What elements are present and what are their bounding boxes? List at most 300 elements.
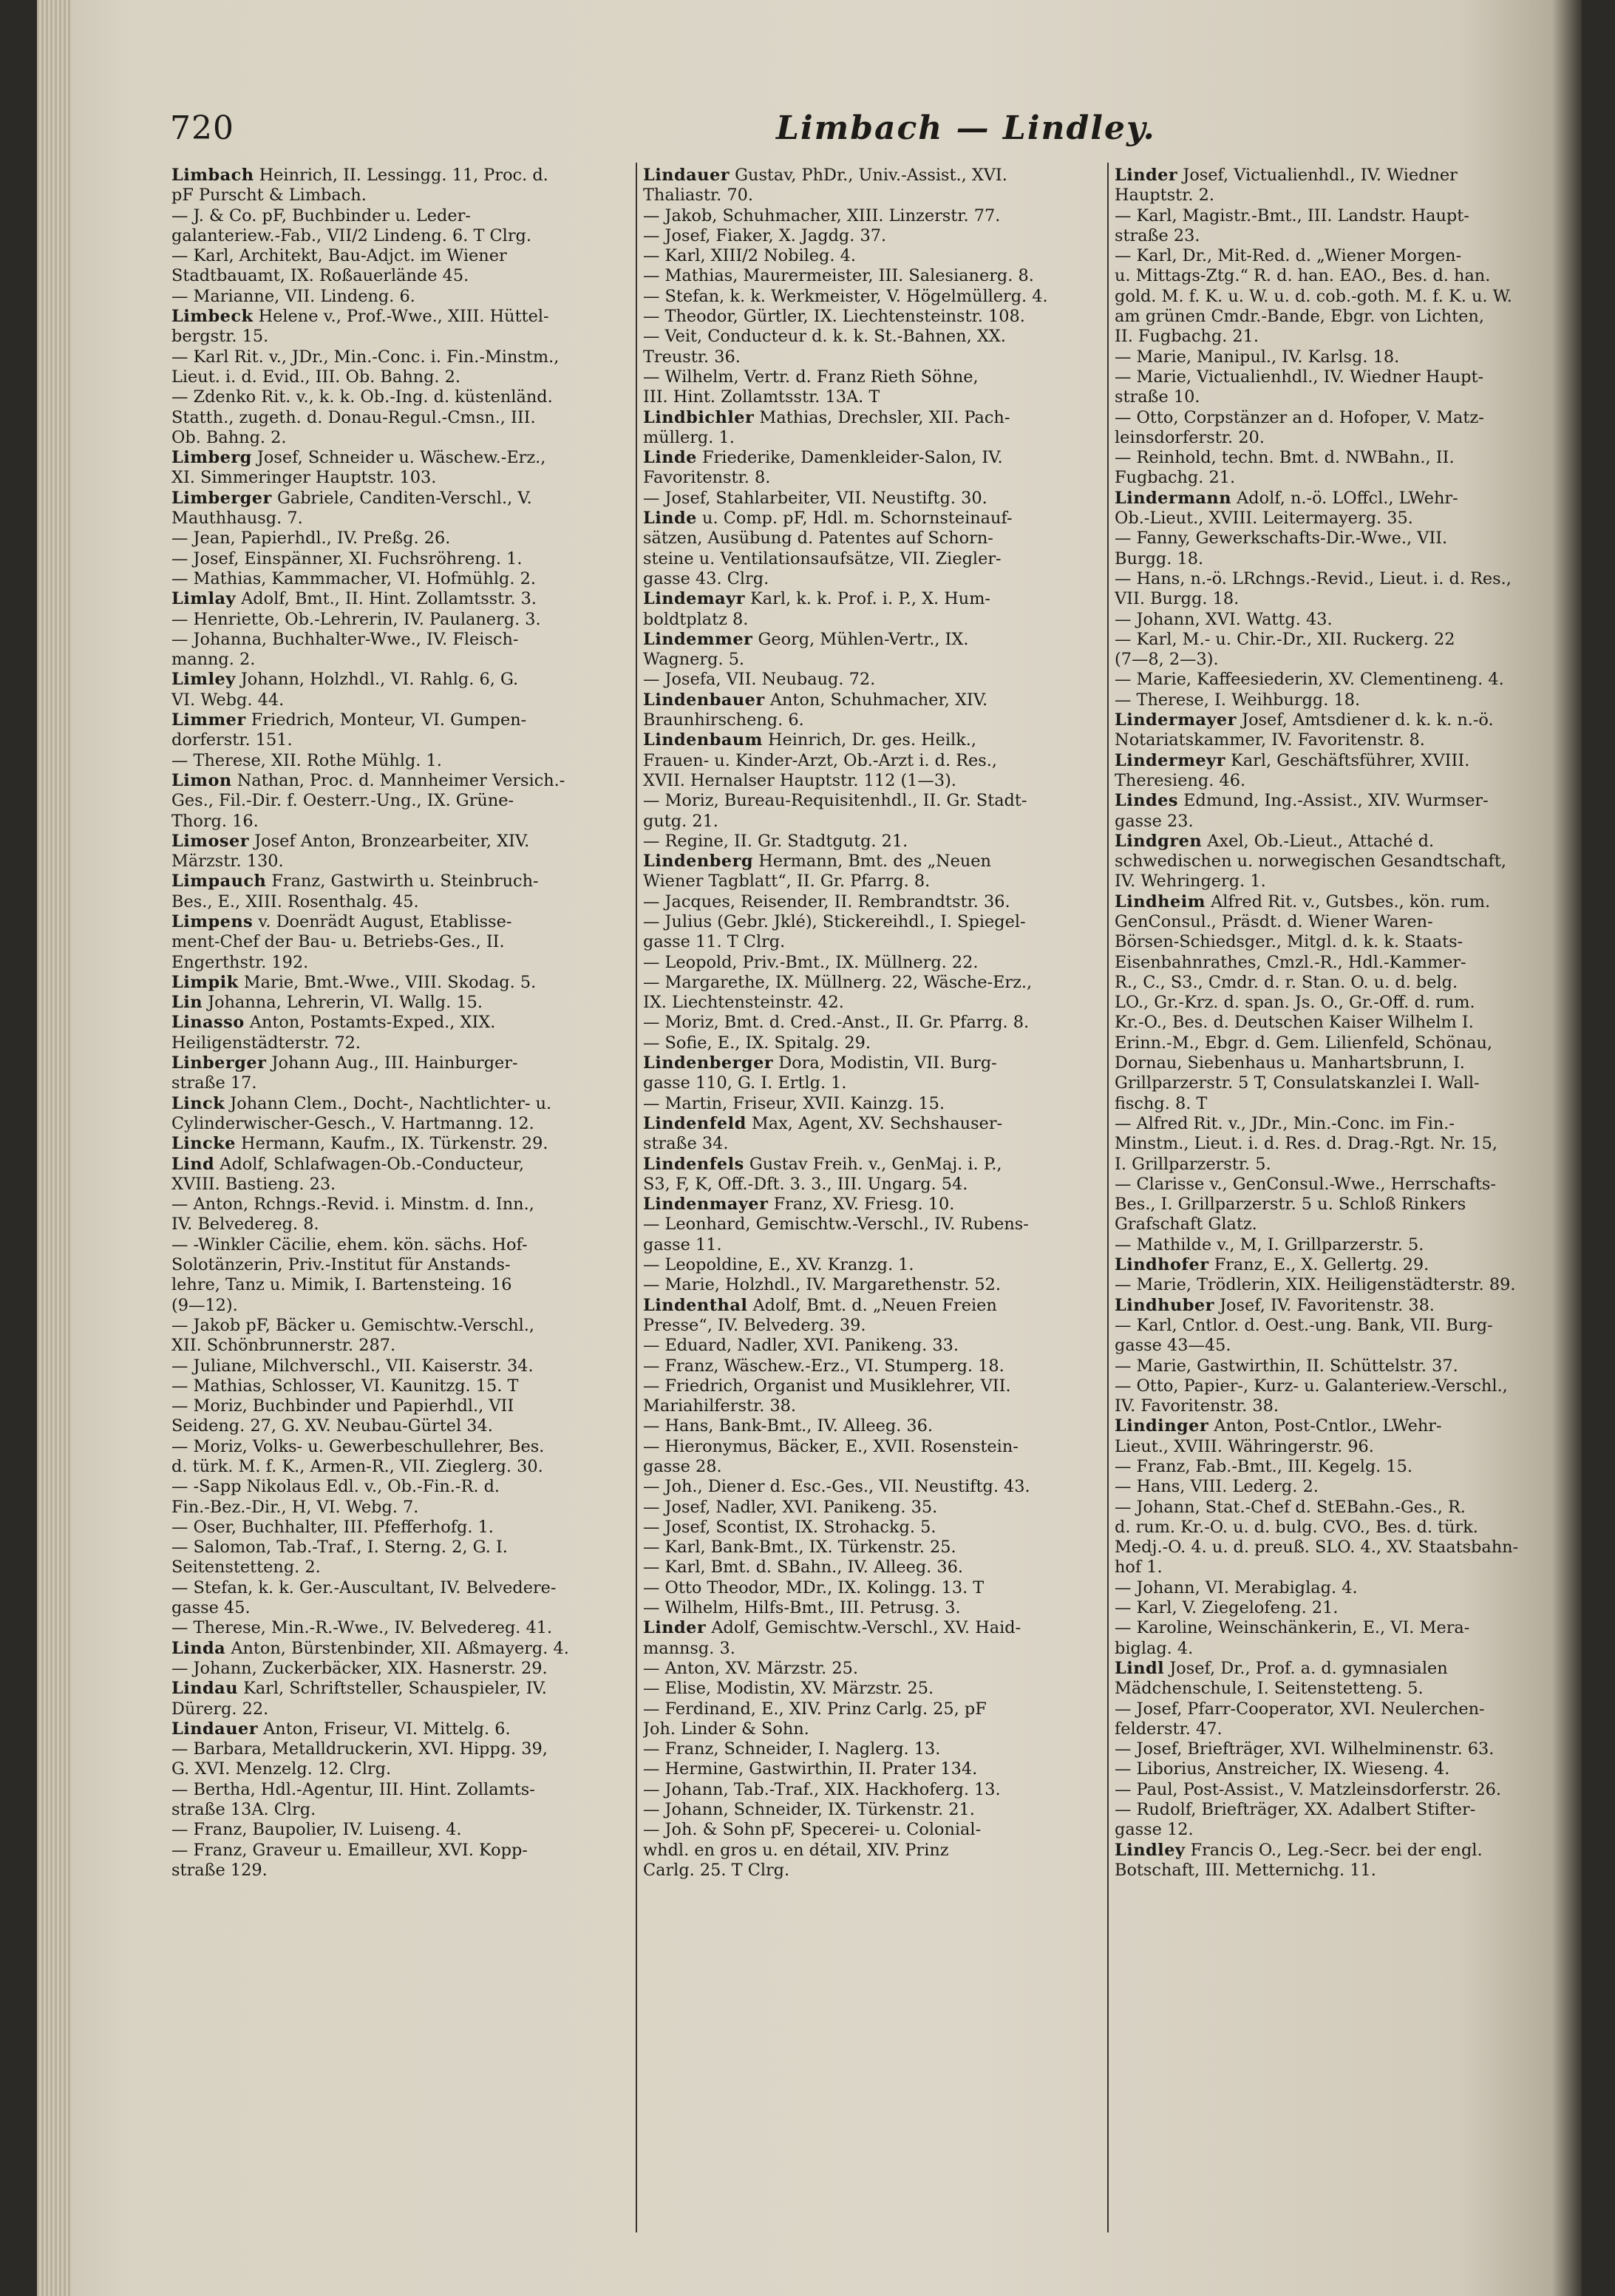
directory-entry-line bbox=[1115, 347, 1573, 367]
entry-text: — Karl, Magistr.-Bmt., III. Landstr. Haupt- bbox=[1115, 206, 1469, 225]
entry-text: Gabriele, Canditen-Verschl., V. bbox=[271, 488, 532, 508]
directory-entry-heading bbox=[643, 166, 1101, 186]
entry-text: — Franz, Schneider, I. Naglerg. 13. bbox=[643, 1739, 941, 1759]
entry-text: Medj.-O. 4. u. d. preuß. SLO. 4., XV. Staatsbahn- bbox=[1115, 1538, 1519, 1558]
entry-text: — Liborius, Anstreicher, IX. Wieseng. 4. bbox=[1115, 1759, 1450, 1779]
directory-entry-heading bbox=[643, 509, 1101, 529]
entry-text: v. Doenrädt August, Etablisse- bbox=[253, 911, 512, 931]
entry-text: Presse“, IV. Belvederg. 39. bbox=[643, 1315, 866, 1335]
directory-entry-line bbox=[171, 650, 630, 670]
directory-entry-line bbox=[171, 1780, 630, 1800]
directory-entry-line bbox=[1115, 509, 1573, 529]
surname: Lindes bbox=[1115, 791, 1179, 811]
directory-entry-line bbox=[643, 287, 1101, 307]
entry-text: Anton, Friseur, VI. Mittelg. 6. bbox=[258, 1719, 511, 1739]
directory-entry-heading bbox=[1115, 791, 1573, 811]
directory-entry-line bbox=[171, 630, 630, 650]
entry-text: Thaliastr. 70. bbox=[643, 186, 753, 206]
directory-entry-line bbox=[1115, 1114, 1573, 1134]
directory-entry-line bbox=[171, 549, 630, 569]
directory-entry-line bbox=[643, 832, 1101, 852]
directory-entry-line bbox=[1115, 1780, 1573, 1800]
entry-text: Notariatskammer, IV. Favoritenstr. 8. bbox=[1115, 730, 1425, 750]
entry-text: IV. Belvedereg. 8. bbox=[171, 1215, 319, 1234]
entry-text: gold. M. f. K. u. W. u. d. cob.-goth. M. f. K. u. W. bbox=[1115, 286, 1512, 306]
entry-text: — Therese, Min.-R.-Wwe., IV. Belvedereg. 41. bbox=[171, 1618, 553, 1638]
entry-text: — Therese, XII. Rothe Mühlg. 1. bbox=[171, 750, 442, 770]
entry-text: galanteriew.-Fab., VII/2 Lindeng. 6. T Clrg. bbox=[171, 225, 531, 245]
directory-entry-line bbox=[1115, 1195, 1573, 1215]
directory-entry-line bbox=[1115, 1598, 1573, 1618]
entry-text: — Karl, XIII/2 Nobileg. 4. bbox=[643, 246, 856, 266]
directory-entry-line bbox=[1115, 549, 1573, 569]
surname: Lindl bbox=[1115, 1658, 1165, 1678]
entry-text: — Karl, V. Ziegelofeng. 21. bbox=[1115, 1598, 1339, 1618]
surname: Limley bbox=[171, 670, 236, 690]
entry-text: Karl, Geschäftsführer, XVIII. bbox=[1225, 750, 1470, 770]
directory-entry-line bbox=[643, 1679, 1101, 1699]
entry-text: — Josef, Briefträger, XVI. Wilhelminenstr. 63. bbox=[1115, 1739, 1495, 1759]
directory-entry-line bbox=[643, 569, 1101, 589]
entry-text: Kr.-O., Bes. d. Deutschen Kaiser Wilhelm I. bbox=[1115, 1013, 1474, 1033]
directory-entry-line bbox=[1115, 812, 1573, 832]
directory-entry-line bbox=[643, 1498, 1101, 1518]
entry-text: gasse 45. bbox=[171, 1598, 251, 1618]
entry-text: — Zdenko Rit. v., k. k. Ob.-Ing. d. küstenländ. bbox=[171, 387, 553, 407]
entry-text: — Elise, Modistin, XV. Märzstr. 25. bbox=[643, 1679, 934, 1699]
entry-text: — Friedrich, Organist und Musiklehrer, VII. bbox=[643, 1376, 1011, 1396]
entry-text: boldtplatz 8. bbox=[643, 609, 749, 629]
directory-entry-line bbox=[1115, 973, 1573, 993]
directory-entry-line bbox=[1115, 1175, 1573, 1195]
surname: Lindhuber bbox=[1115, 1295, 1214, 1315]
surname: Limoser bbox=[171, 831, 250, 851]
directory-entry-line bbox=[643, 1175, 1101, 1195]
directory-entry-line bbox=[1115, 266, 1573, 286]
directory-entry-line bbox=[643, 307, 1101, 327]
directory-entry-line bbox=[1115, 1053, 1573, 1073]
directory-entry-line bbox=[171, 1739, 630, 1759]
surname: Lindenfels bbox=[643, 1154, 744, 1174]
directory-entry-line bbox=[643, 1739, 1101, 1759]
entry-text: Josef Anton, Bronzearbeiter, XIV. bbox=[249, 831, 530, 851]
surname: Linde bbox=[643, 509, 697, 529]
directory-entry-line bbox=[643, 1215, 1101, 1234]
entry-text: — Josef, Einspänner, XI. Fuchsröhreng. 1. bbox=[171, 548, 523, 568]
surname: Lindau bbox=[171, 1679, 238, 1699]
column-left bbox=[171, 166, 630, 1881]
directory-entry-heading bbox=[171, 710, 630, 730]
entry-text: — -Sapp Nikolaus Edl. v., Ob.-Fin.-R. d. bbox=[171, 1477, 500, 1497]
entry-text: S3, F, K, Off.-Dft. 3. 3., III. Ungarg. 54. bbox=[643, 1174, 968, 1194]
entry-text: whdl. en gros u. en détail, XIV. Prinz bbox=[643, 1840, 949, 1860]
directory-entry-line bbox=[643, 1457, 1101, 1477]
entry-text: straße 17. bbox=[171, 1073, 257, 1093]
directory-entry-heading bbox=[171, 307, 630, 327]
directory-entry-line bbox=[171, 953, 630, 973]
entry-text: Johanna, Lehrerin, VI. Wallg. 15. bbox=[203, 993, 483, 1013]
entry-text: Josef, Amtsdiener d. k. k. n.-ö. bbox=[1236, 710, 1494, 730]
directory-entry-line bbox=[171, 1820, 630, 1840]
entry-text: — Mathilde v., M, I. Grillparzerstr. 5. bbox=[1115, 1234, 1424, 1254]
entry-text: Max, Agent, XV. Sechshauser- bbox=[746, 1113, 1003, 1133]
entry-text: — Marie, Kaffeesiederin, XV. Clementineng. 4. bbox=[1115, 670, 1504, 690]
entry-text: Josef, IV. Favoritenstr. 38. bbox=[1214, 1295, 1435, 1315]
directory-entry-line bbox=[1115, 367, 1573, 387]
directory-entry-line bbox=[643, 529, 1101, 548]
surname: Lindermayer bbox=[1115, 710, 1237, 730]
directory-entry-line bbox=[1115, 1578, 1573, 1598]
directory-entry-line bbox=[643, 1134, 1101, 1154]
directory-entry-line bbox=[171, 1437, 630, 1457]
directory-entry-line bbox=[171, 1759, 630, 1779]
directory-entry-line bbox=[643, 791, 1101, 811]
entry-text: — Johann, Stat.-Chef d. StEBahn.-Ges., R. bbox=[1115, 1497, 1466, 1517]
directory-entry-line bbox=[171, 1235, 630, 1255]
directory-entry-line bbox=[643, 993, 1101, 1013]
surname: Lindauer bbox=[643, 166, 730, 185]
directory-entry-heading bbox=[171, 589, 630, 609]
entry-text: Fugbachg. 21. bbox=[1115, 468, 1236, 488]
directory-entry-line bbox=[171, 1296, 630, 1316]
surname: Limpens bbox=[171, 911, 254, 931]
entry-text: felderstr. 47. bbox=[1115, 1719, 1223, 1739]
entry-text: — Marianne, VII. Lindeng. 6. bbox=[171, 286, 415, 306]
surname: Limpik bbox=[171, 972, 239, 992]
entry-text: — Marie, Victualienhdl., IV. Wiedner Haupt- bbox=[1115, 367, 1484, 387]
entry-text: — Johann, Zuckerbäcker, XIX. Hasnerstr. 29. bbox=[171, 1658, 548, 1678]
directory-entry-line bbox=[643, 1013, 1101, 1033]
directory-entry-line bbox=[171, 1518, 630, 1538]
directory-entry-line bbox=[1115, 1033, 1573, 1053]
entry-text: — Franz, Graveur u. Emailleur, XVI. Kopp- bbox=[171, 1840, 528, 1860]
entry-text: Theresieng. 46. bbox=[1115, 770, 1246, 790]
directory-entry-line bbox=[171, 852, 630, 872]
directory-entry-line bbox=[171, 266, 630, 286]
directory-entry-line bbox=[1115, 1275, 1573, 1295]
directory-entry-line bbox=[171, 408, 630, 428]
entry-text: — Wilhelm, Hilfs-Bmt., III. Petrusg. 3. bbox=[643, 1598, 961, 1618]
entry-text: Grillparzerstr. 5 T, Consulatskanzlei I. Wall- bbox=[1115, 1073, 1480, 1093]
directory-entry-line bbox=[1115, 1396, 1573, 1416]
entry-text: — Wilhelm, Vertr. d. Franz Rieth Söhne, bbox=[643, 367, 979, 387]
entry-text: Johann Clem., Docht-, Nachtlichter- u. bbox=[225, 1093, 552, 1113]
entry-text: gasse 43. Clrg. bbox=[643, 568, 769, 588]
directory-entry-line bbox=[1115, 1759, 1573, 1779]
column-rule-left bbox=[636, 163, 637, 2232]
directory-entry-line bbox=[643, 751, 1101, 771]
entry-text: — Marie, Gastwirthin, II. Schüttelstr. 37. bbox=[1115, 1356, 1458, 1376]
directory-entry-line bbox=[1115, 630, 1573, 650]
directory-entry-line bbox=[643, 347, 1101, 367]
entry-text: Franz, E., X. Gellertg. 29. bbox=[1208, 1255, 1429, 1275]
directory-entry-line bbox=[171, 1275, 630, 1295]
entry-text: — Bertha, Hdl.-Agentur, III. Hint. Zollamts- bbox=[171, 1779, 535, 1799]
entry-text: — Mathias, Schlosser, VI. Kaunitzg. 15. T bbox=[171, 1376, 519, 1396]
entry-text: — Hans, VIII. Lederg. 2. bbox=[1115, 1477, 1319, 1497]
directory-entry-line bbox=[1115, 610, 1573, 630]
directory-entry-line bbox=[1115, 1094, 1573, 1114]
directory-entry-line bbox=[171, 1215, 630, 1234]
entry-text: steine u. Ventilationsaufsätze, VII. Ziegler- bbox=[643, 548, 1002, 568]
directory-entry-heading bbox=[643, 852, 1101, 872]
directory-entry-line bbox=[643, 710, 1101, 730]
directory-entry-line bbox=[171, 730, 630, 750]
entry-text: leinsdorferstr. 20. bbox=[1115, 427, 1265, 447]
directory-entry-line bbox=[171, 246, 630, 266]
entry-text: Anton, Bürstenbinder, XII. Aßmayerg. 4. bbox=[225, 1638, 569, 1658]
directory-entry-line bbox=[643, 1033, 1101, 1053]
entry-text: müllerg. 1. bbox=[643, 427, 735, 447]
entry-text: XVII. Hernalser Hauptstr. 112 (1—3). bbox=[643, 770, 956, 790]
directory-entry-line bbox=[643, 1255, 1101, 1275]
surname: Lindenbaum bbox=[643, 730, 763, 750]
entry-text: IV. Favoritenstr. 38. bbox=[1115, 1396, 1279, 1416]
entry-text: — Reinhold, techn. Bmt. d. NWBahn., II. bbox=[1115, 448, 1455, 468]
entry-text: mannsg. 3. bbox=[643, 1638, 735, 1658]
directory-entry-line bbox=[171, 892, 630, 912]
directory-entry-line bbox=[643, 327, 1101, 347]
entry-text: XVIII. Bastieng. 23. bbox=[171, 1174, 336, 1194]
directory-entry-line bbox=[643, 953, 1101, 973]
directory-entry-line bbox=[643, 1538, 1101, 1558]
entry-text: gasse 23. bbox=[1115, 811, 1194, 831]
directory-entry-heading bbox=[643, 589, 1101, 609]
entry-text: Heinrich, Dr. ges. Heilk., bbox=[762, 730, 977, 750]
directory-entry-line bbox=[643, 872, 1101, 891]
entry-text: Adolf, Bmt., II. Hint. Zollamtsstr. 3. bbox=[235, 589, 537, 609]
directory-entry-line bbox=[171, 1336, 630, 1356]
entry-text: gutg. 21. bbox=[643, 811, 718, 831]
surname: Lindgren bbox=[1115, 831, 1203, 851]
directory-entry-line bbox=[643, 186, 1101, 206]
directory-entry-line bbox=[1115, 1215, 1573, 1234]
entry-text: Frauen- u. Kinder-Arzt, Ob.-Arzt i. d. Res., bbox=[643, 750, 998, 770]
directory-entry-line bbox=[643, 1639, 1101, 1659]
entry-text: — Jakob pF, Bäcker u. Gemischtw.-Verschl., bbox=[171, 1315, 535, 1335]
directory-entry-line bbox=[171, 1356, 630, 1376]
directory-entry-line bbox=[171, 1841, 630, 1861]
page-edge bbox=[37, 0, 72, 2296]
entry-text: am grünen Cmdr.-Bande, Ebgr. von Lichten, bbox=[1115, 307, 1484, 327]
directory-entry-line bbox=[171, 1195, 630, 1215]
directory-entry-heading bbox=[171, 993, 630, 1013]
entry-text: — Stefan, k. k. Werkmeister, V. Högelmüllerg. 4. bbox=[643, 286, 1048, 306]
surname: Linberger bbox=[171, 1053, 267, 1073]
entry-text: IV. Wehringerg. 1. bbox=[1115, 872, 1266, 891]
directory-entry-line bbox=[643, 1073, 1101, 1093]
entry-text: — Paul, Post-Assist., V. Matzleinsdorferstr. 26. bbox=[1115, 1779, 1501, 1799]
entry-text: — Johann, VI. Merabiglag. 4. bbox=[1115, 1577, 1358, 1597]
entry-text: Märzstr. 130. bbox=[171, 852, 284, 872]
directory-entry-line bbox=[171, 791, 630, 811]
surname: Lindheim bbox=[1115, 891, 1206, 911]
directory-entry-line bbox=[171, 1073, 630, 1093]
entry-text: — Otto, Corpstänzer an d. Hofoper, V. Matz- bbox=[1115, 407, 1484, 427]
entry-text: — J. & Co. pF, Buchbinder u. Leder- bbox=[171, 206, 471, 225]
directory-entry-heading bbox=[1115, 710, 1573, 730]
entry-text: Botschaft, III. Metternichg. 11. bbox=[1115, 1860, 1376, 1880]
entry-text: — Clarisse v., GenConsul.-Wwe., Herrschafts- bbox=[1115, 1174, 1496, 1194]
directory-entry-heading bbox=[1115, 832, 1573, 852]
entry-text: straße 129. bbox=[171, 1860, 268, 1880]
directory-entry-heading bbox=[643, 630, 1101, 650]
directory-entry-line bbox=[171, 1861, 630, 1881]
entry-text: — Alfred Rit. v., JDr., Min.-Conc. im Fin.- bbox=[1115, 1113, 1455, 1133]
entry-text: Carlg. 25. T Clrg. bbox=[643, 1860, 790, 1880]
entry-text: Nathan, Proc. d. Mannheimer Versich.- bbox=[231, 770, 565, 790]
entry-text: — Margarethe, IX. Müllnerg. 22, Wäsche-Erz., bbox=[643, 972, 1033, 992]
entry-text: — Stefan, k. k. Ger.-Auscultant, IV. Belvedere- bbox=[171, 1577, 557, 1597]
directory-entry-heading bbox=[643, 1195, 1101, 1215]
directory-entry-line bbox=[1115, 670, 1573, 690]
directory-entry-heading bbox=[1115, 1416, 1573, 1436]
entry-text: d. rum. Kr.-O. u. d. bulg. CVO., Bes. d. türk. bbox=[1115, 1517, 1478, 1537]
directory-entry-line bbox=[171, 569, 630, 589]
directory-entry-heading bbox=[643, 408, 1101, 428]
directory-entry-line bbox=[1115, 1134, 1573, 1154]
directory-entry-line bbox=[643, 1800, 1101, 1820]
entry-text: — Hans, Bank-Bmt., IV. Alleeg. 36. bbox=[643, 1416, 934, 1436]
surname: Limberger bbox=[171, 488, 272, 508]
directory-entry-line bbox=[171, 529, 630, 548]
surname: Lindenberger bbox=[643, 1053, 774, 1073]
directory-entry-line bbox=[643, 892, 1101, 912]
entry-text: — Karl, M.- u. Chir.-Dr., XII. Ruckerg. 22 bbox=[1115, 629, 1455, 649]
directory-entry-line bbox=[1115, 993, 1573, 1013]
directory-entry-line bbox=[643, 1719, 1101, 1739]
entry-text: Ob. Bahng. 2. bbox=[171, 427, 287, 447]
entry-text: — Moriz, Buchbinder und Papierhdl., VII bbox=[171, 1396, 514, 1416]
directory-entry-line bbox=[1115, 206, 1573, 226]
entry-text: — Karl, Bank-Bmt., IX. Türkenstr. 25. bbox=[643, 1538, 956, 1558]
entry-text: Stadtbauamt, IX. Roßauerlände 45. bbox=[171, 266, 469, 286]
directory-entry-line bbox=[1115, 448, 1573, 468]
directory-entry-line bbox=[1115, 1013, 1573, 1033]
entry-text: Grafschaft Glatz. bbox=[1115, 1215, 1257, 1234]
entry-text: — Karl, Bmt. d. SBahn., IV. Alleeg. 36. bbox=[643, 1558, 964, 1577]
directory-entry-line bbox=[643, 1235, 1101, 1255]
entry-text: — Oser, Buchhalter, III. Pfefferhofg. 1. bbox=[171, 1517, 494, 1537]
directory-entry-line bbox=[1115, 912, 1573, 932]
directory-entry-line bbox=[1115, 428, 1573, 448]
entry-text: — Josefa, VII. Neubaug. 72. bbox=[643, 670, 876, 690]
directory-entry-line bbox=[1115, 1477, 1573, 1497]
entry-text: (9—12). bbox=[171, 1295, 238, 1315]
directory-entry-heading bbox=[171, 670, 630, 690]
entry-text: Bes., I. Grillparzerstr. 5 u. Schloß Rinkers bbox=[1115, 1195, 1466, 1215]
directory-entry-line bbox=[171, 347, 630, 367]
surname: Lindauer bbox=[171, 1719, 259, 1739]
entry-text: Adolf, Schlafwagen-Ob.-Conducteur, bbox=[214, 1154, 525, 1174]
entry-text: — -Winkler Cäcilie, ehem. kön. sächs. Hof- bbox=[171, 1234, 528, 1254]
entry-text: schwedischen u. norwegischen Gesandtschaft, bbox=[1115, 852, 1506, 872]
directory-entry-line bbox=[1115, 690, 1573, 710]
entry-text: — Leopoldine, E., XV. Kranzg. 1. bbox=[643, 1255, 914, 1275]
directory-entry-heading bbox=[643, 448, 1101, 468]
entry-text: Mathias, Drechsler, XII. Pach- bbox=[754, 407, 1010, 427]
directory-entry-line bbox=[171, 1396, 630, 1416]
entry-text: Heinrich, II. Lessingg. 11, Proc. d. bbox=[254, 166, 548, 185]
entry-text: Josef, Victualienhdl., IV. Wiedner bbox=[1177, 166, 1458, 185]
directory-entry-line bbox=[643, 266, 1101, 286]
entry-text: Adolf, Gemischtw.-Verschl., XV. Haid- bbox=[706, 1618, 1021, 1638]
entry-text: Johann, Holzhdl., VI. Rahlg. 6, G. bbox=[235, 670, 519, 690]
directory-entry-line bbox=[1115, 569, 1573, 589]
entry-text: Karl, k. k. Prof. i. P., X. Hum- bbox=[744, 589, 991, 609]
surname: Linasso bbox=[171, 1013, 245, 1033]
directory-entry-line bbox=[171, 1033, 630, 1053]
entry-text: straße 34. bbox=[643, 1134, 729, 1154]
entry-text: — Marie, Manipul., IV. Karlsg. 18. bbox=[1115, 347, 1400, 367]
entry-text: XII. Schönbrunnerstr. 287. bbox=[171, 1336, 396, 1356]
entry-text: Erinn.-M., Ebgr. d. Gem. Lilienfeld, Schönau, bbox=[1115, 1033, 1493, 1053]
surname: Lindenfeld bbox=[643, 1113, 747, 1133]
directory-entry-line bbox=[1115, 730, 1573, 750]
entry-text: gasse 110, G. I. Ertlg. 1. bbox=[643, 1073, 847, 1093]
directory-entry-line bbox=[171, 1416, 630, 1436]
directory-entry-line bbox=[643, 1598, 1101, 1618]
entry-text: Gustav, PhDr., Univ.-Assist., XVI. bbox=[730, 166, 1007, 185]
directory-entry-line bbox=[1115, 1538, 1573, 1558]
surname: Lindenbauer bbox=[643, 690, 765, 710]
directory-entry-line bbox=[643, 1518, 1101, 1538]
entry-text: III. Hint. Zollamtsstr. 13A. T bbox=[643, 387, 880, 407]
entry-text: — Joh. & Sohn pF, Specerei- u. Colonial- bbox=[643, 1820, 982, 1840]
entry-text: — Moriz, Volks- u. Gewerbeschullehrer, Bes. bbox=[171, 1436, 545, 1456]
directory-entry-heading bbox=[1115, 1296, 1573, 1316]
entry-text: Bes., E., XIII. Rosenthalg. 45. bbox=[171, 891, 419, 911]
entry-text: — Martin, Friseur, XVII. Kainzg. 15. bbox=[643, 1093, 945, 1113]
surname: Linck bbox=[171, 1093, 225, 1113]
directory-entry-line bbox=[1115, 1235, 1573, 1255]
entry-text: Anton, Schuhmacher, XIV. bbox=[764, 690, 988, 710]
directory-entry-heading bbox=[171, 832, 630, 852]
entry-text: — Marie, Holzhdl., IV. Margarethenstr. 52. bbox=[643, 1275, 1001, 1295]
directory-entry-line bbox=[171, 690, 630, 710]
entry-text: Thorg. 16. bbox=[171, 811, 259, 831]
entry-text: — Josef, Pfarr-Cooperator, XVI. Neulerchen- bbox=[1115, 1699, 1485, 1719]
directory-entry-line bbox=[643, 387, 1101, 407]
directory-entry-heading bbox=[171, 1134, 630, 1154]
entry-text: Mädchenschule, I. Seitenstetteng. 5. bbox=[1115, 1679, 1424, 1699]
directory-entry-line bbox=[1115, 1336, 1573, 1356]
surname: Lindenberg bbox=[643, 852, 754, 872]
directory-entry-heading bbox=[171, 1013, 630, 1033]
entry-text: — Johanna, Buchhalter-Wwe., IV. Fleisch- bbox=[171, 629, 519, 649]
directory-entry-line bbox=[643, 973, 1101, 993]
directory-entry-heading bbox=[171, 1155, 630, 1175]
entry-text: Georg, Mühlen-Vertr., IX. bbox=[752, 629, 969, 649]
entry-text: Gustav Freih. v., GenMaj. i. P., bbox=[744, 1154, 1002, 1174]
entry-text: — Moriz, Bureau-Requisitenhdl., II. Gr. Stadt- bbox=[643, 791, 1027, 811]
directory-entry-heading bbox=[1115, 892, 1573, 912]
entry-text: Hermann, Bmt. des „Neuen bbox=[753, 852, 991, 872]
entry-text: Anton, Post-Cntlor., LWehr- bbox=[1208, 1416, 1442, 1436]
entry-text: — Franz, Baupolier, IV. Luiseng. 4. bbox=[171, 1820, 462, 1840]
surname: Lindbichler bbox=[643, 407, 755, 427]
entry-text: LO., Gr.-Krz. d. span. Js. O., Gr.-Off. d. rum. bbox=[1115, 993, 1475, 1013]
directory-entry-line bbox=[171, 186, 630, 206]
entry-text: — Karoline, Weinschänkerin, E., VI. Mera- bbox=[1115, 1618, 1470, 1638]
entry-text: Anton, Postamts-Exped., XIX. bbox=[244, 1013, 496, 1033]
directory-entry-line bbox=[1115, 1820, 1573, 1840]
directory-entry-heading bbox=[171, 973, 630, 993]
directory-entry-line bbox=[1115, 1498, 1573, 1518]
directory-entry-heading bbox=[171, 489, 630, 509]
directory-entry-heading bbox=[171, 448, 630, 468]
directory-entry-line bbox=[1115, 1679, 1573, 1699]
